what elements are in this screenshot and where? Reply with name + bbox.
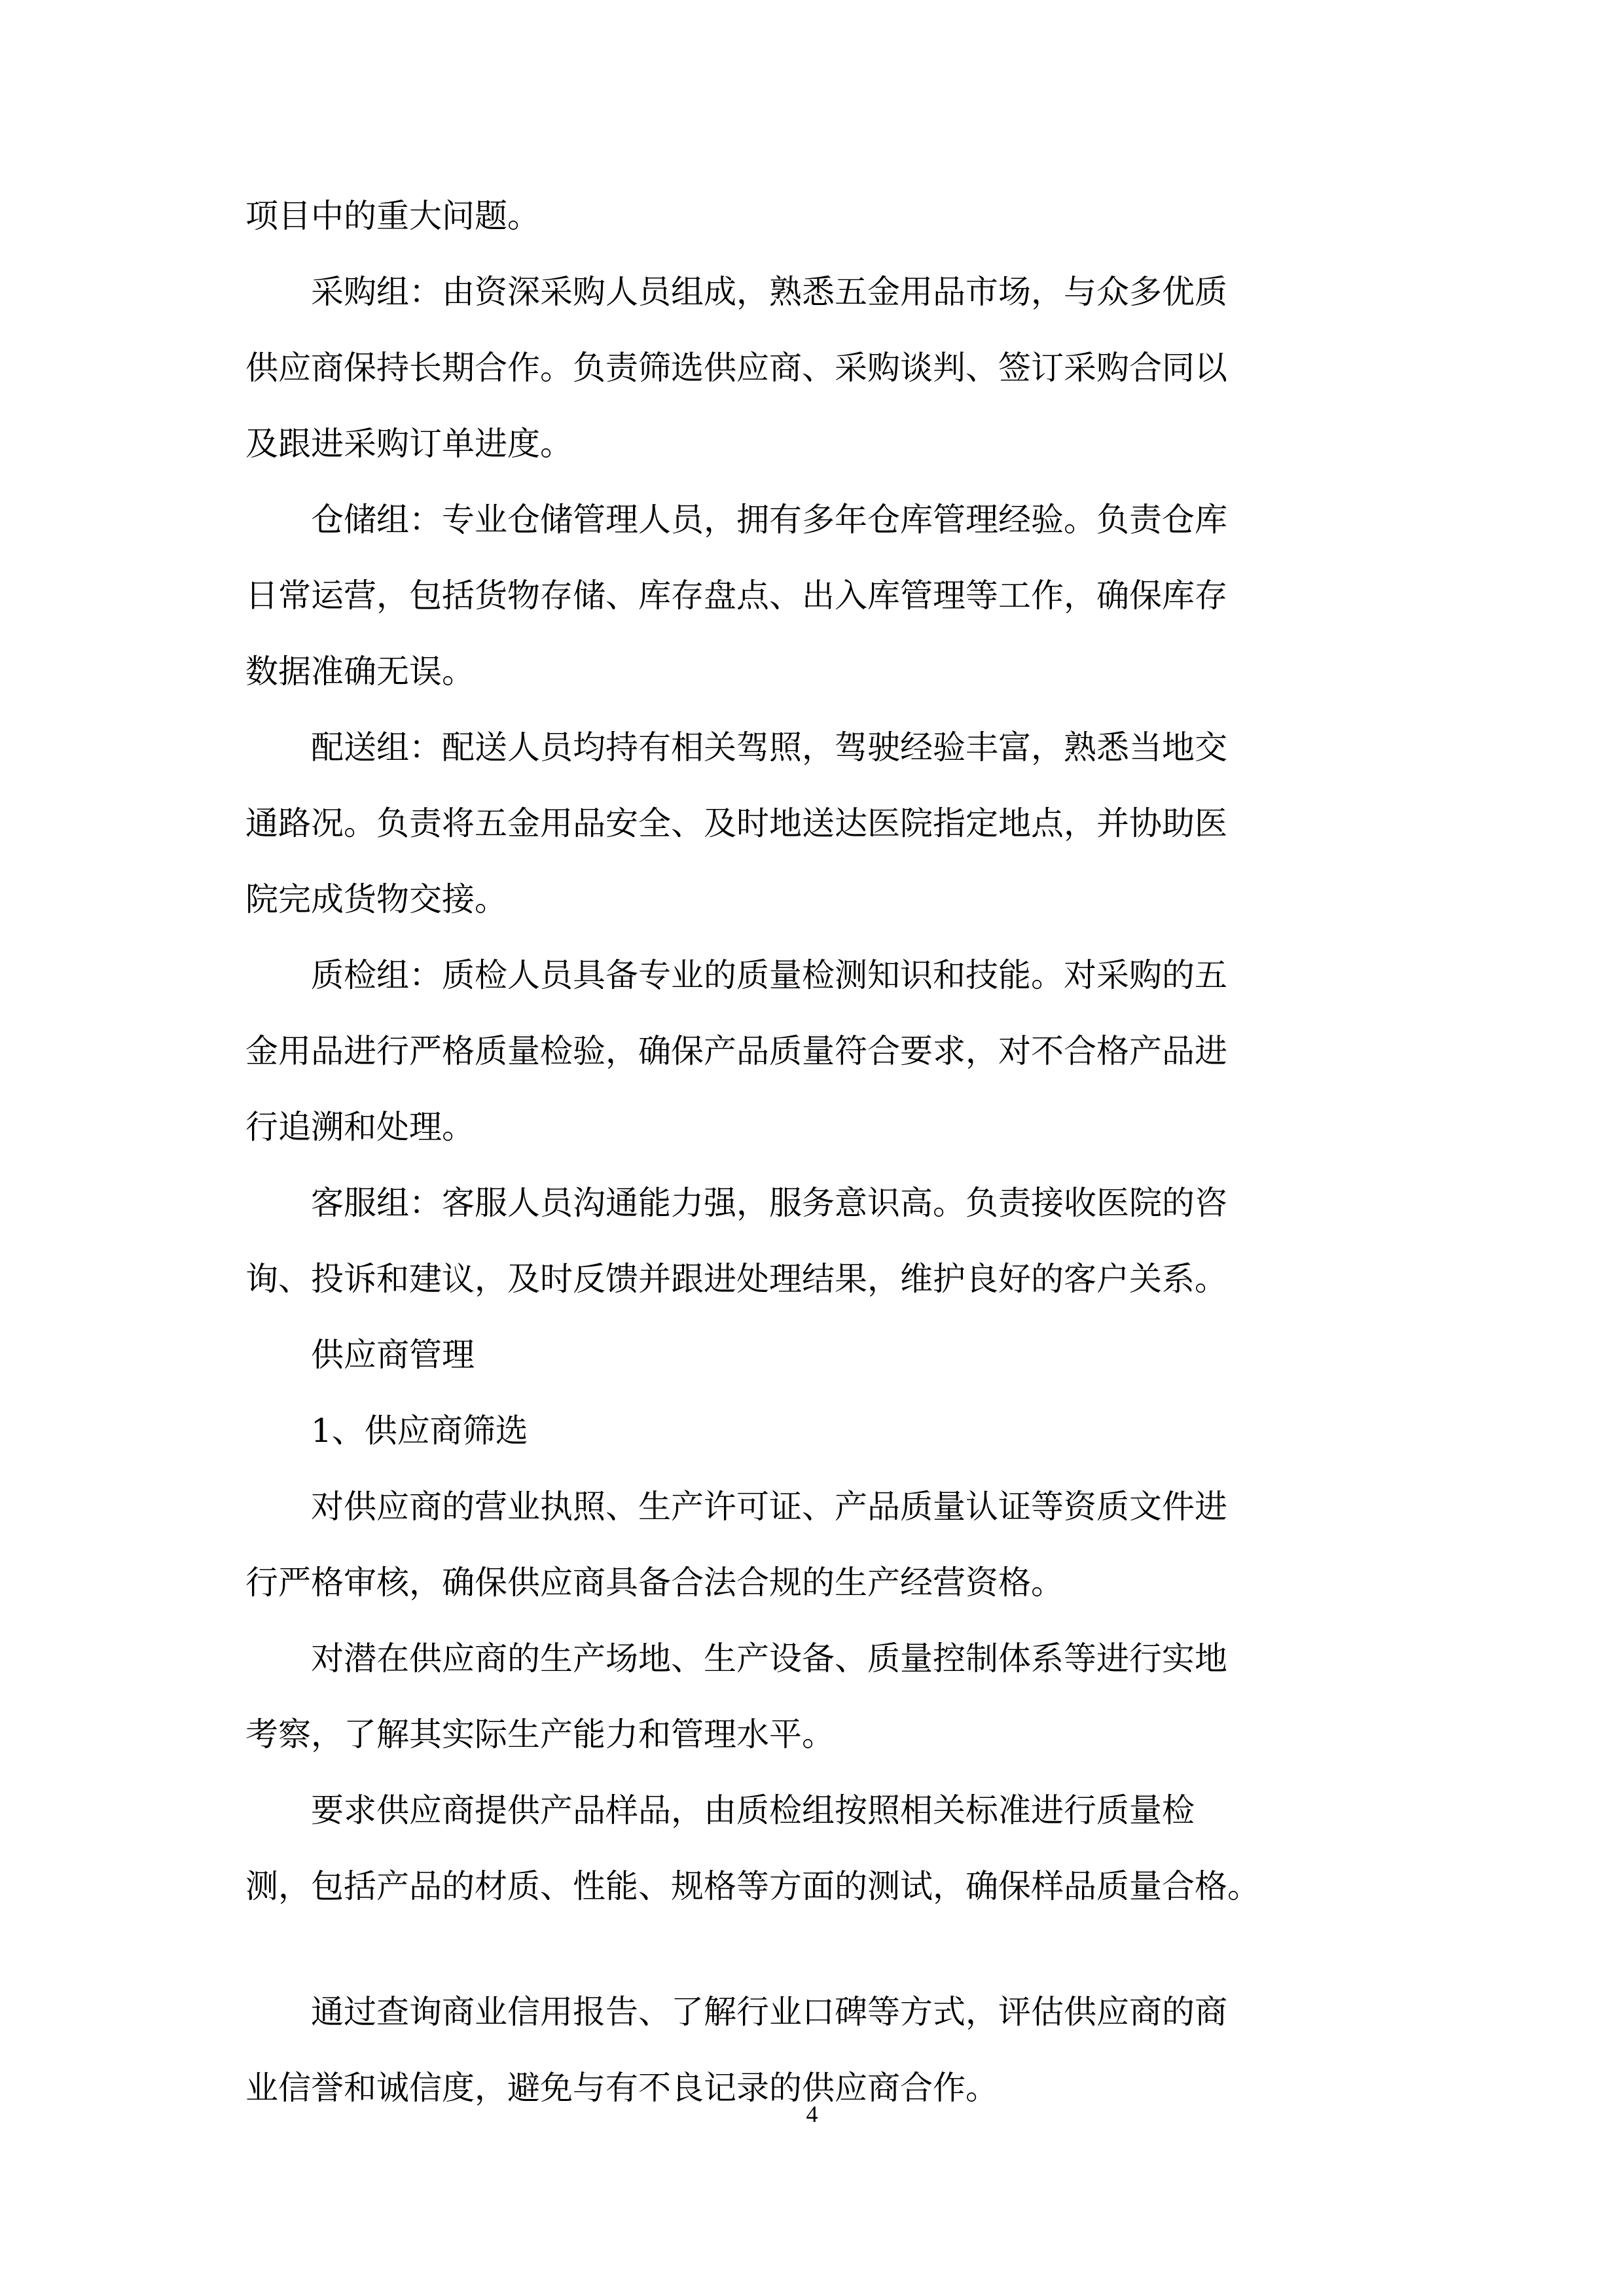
- text-line: 通路况。负责将五金用品安全、及时地送达医院指定地点，并协助医: [245, 804, 1227, 842]
- page-number: 4: [806, 2101, 818, 2127]
- text-line: 院完成货物交接。: [245, 880, 507, 918]
- text-line: 要求供应商提供产品样品，由质检组按照相关标准进行质量检: [245, 1791, 1195, 1829]
- paragraph-site-inspection: [245, 1621, 1384, 1772]
- paragraph-procurement-team: [245, 254, 1384, 482]
- text-line: 项目中的重大问题。: [245, 197, 540, 235]
- text-line: 日常运营，包括货物存储、库存盘点、出入库管理等工作，确保库存: [245, 577, 1227, 615]
- text-line: 数据准确无误。: [245, 653, 475, 691]
- text-line: 测，包括产品的材质、性能、规格等方面的测试，确保样品质量合格。: [245, 1867, 1260, 1905]
- paragraph-quality-team: [245, 937, 1384, 1165]
- paragraph-warehouse-team: [245, 482, 1384, 709]
- section-heading-supplier-management: [245, 1317, 1384, 1393]
- text-line: 客服组：客服人员沟通能力强，服务意识高。负责接收医院的咨: [245, 1184, 1227, 1222]
- paragraph-1: [245, 178, 1384, 254]
- paragraph-qualification-review: [245, 1469, 1384, 1621]
- text-line: 对供应商的营业执照、生产许可证、产品质量认证等资质文件进: [245, 1488, 1227, 1526]
- text-line: 行追溯和处理。: [245, 1108, 475, 1146]
- text-line: 仓储组：专业仓储管理人员，拥有多年仓库管理经验。负责仓库: [245, 501, 1227, 539]
- subsection-heading-supplier-screening: [245, 1393, 1384, 1469]
- paragraph-delivery-team: [245, 709, 1384, 937]
- paragraph-service-team: [245, 1165, 1384, 1317]
- text-line: 供应商保持长期合作。负责筛选供应商、采购谈判、签订采购合同以: [245, 349, 1227, 387]
- text-line: 金用品进行严格质量检验，确保产品质量符合要求，对不合格产品进: [245, 1032, 1227, 1070]
- text-line: 行严格审核，确保供应商具备合法合规的生产经营资格。: [245, 1564, 1064, 1602]
- body-text: [245, 178, 1384, 2126]
- text-line: 考察，了解其实际生产能力和管理水平。: [245, 1715, 835, 1753]
- text-line: 对潜在供应商的生产场地、生产设备、质量控制体系等进行实地: [245, 1640, 1227, 1677]
- paragraph-spacer: [245, 1924, 1384, 1974]
- text-line: 采购组：由资深采购人员组成，熟悉五金用品市场，与众多优质: [245, 273, 1227, 311]
- text-line: 配送组：配送人员均持有相关驾照，驾驶经验丰富，熟悉当地交: [245, 728, 1227, 766]
- text-line: 质检组：质检人员具备专业的质量检测知识和技能。对采购的五: [245, 956, 1227, 994]
- text-line: 通过查询商业信用报告、了解行业口碑等方式，评估供应商的商: [245, 1993, 1227, 2031]
- section-heading: 供应商管理: [245, 1336, 475, 1374]
- subsection-heading: 1、供应商筛选: [245, 1412, 528, 1450]
- text-line: 及跟进采购订单进度。: [245, 425, 573, 463]
- text-line: 询、投诉和建议，及时反馈并跟进处理结果，维护良好的客户关系。: [245, 1260, 1227, 1298]
- text-line: 业信誉和诚信度，避免与有不良记录的供应商合作。: [245, 2069, 998, 2107]
- paragraph-sample-testing: [245, 1772, 1384, 1924]
